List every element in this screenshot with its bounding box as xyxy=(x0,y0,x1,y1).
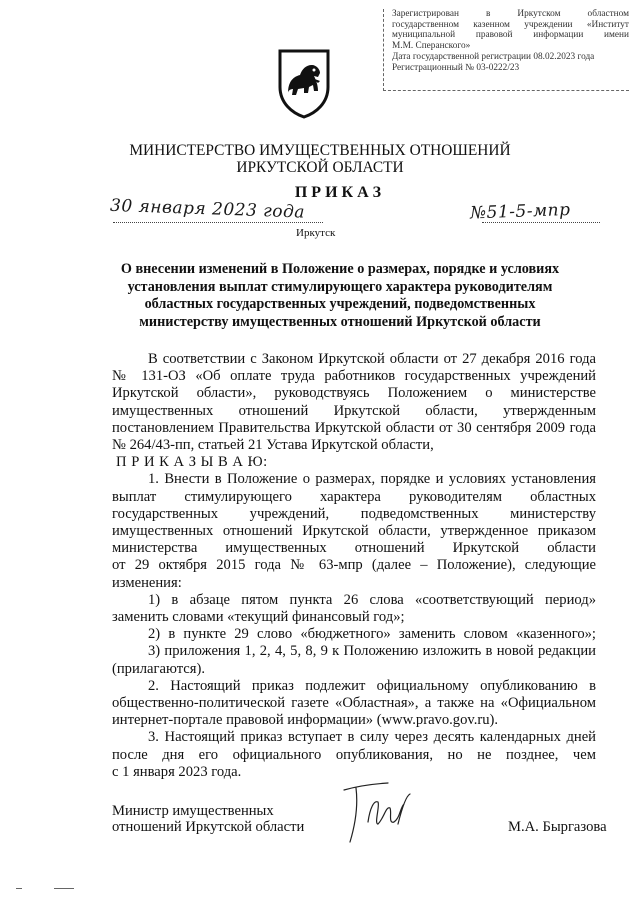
stamp-line: Зарегистрирован в Иркутском областном xyxy=(392,9,629,19)
title-line: областных государственных учреждений, подведомственных xyxy=(144,296,536,313)
ministry-name-line1: МИНИСТЕРСТВО ИМУЩЕСТВЕННЫХ ОТНОШЕНИЙ xyxy=(129,142,511,159)
position-line: Министр имущественных xyxy=(112,803,274,819)
body-line: № 131-ОЗ «Об оплате труда работников государственных учреждений xyxy=(112,368,596,385)
handwritten-signature xyxy=(338,778,418,848)
date-underline xyxy=(113,222,323,224)
stamp-line: Регистрационный № 03-0222/23 xyxy=(392,62,520,73)
ministry-name-line2: ИРКУТСКОЙ ОБЛАСТИ xyxy=(236,159,404,176)
body-line: общественно-политической газете «Областная», а также на «Официальном xyxy=(112,695,596,712)
body-line: 1) в абзаце пятом пункта 26 слова «соответствующий период» xyxy=(148,591,596,608)
document-title xyxy=(100,261,580,331)
body-line: № 264/43-пп, статьей 21 Устава Иркутской области, xyxy=(112,437,434,454)
body-line: с 1 января 2023 года. xyxy=(112,763,242,780)
body-line: Иркутской области», руководствуясь Положением о министерстве xyxy=(112,385,596,402)
title-line: О внесении изменений в Положение о размерах, порядке и условиях xyxy=(120,261,560,277)
title-line: министерству имущественных отношений Иркутской области xyxy=(139,313,541,330)
body-line: В соответствии с Законом Иркутской области от 27 декабря 2016 года xyxy=(148,351,596,367)
body-line: 2) в пункте 29 слово «бюджетного» заменить словом «казенного»; xyxy=(148,626,596,643)
title-line: установления выплат стимулирующего характера руководителям xyxy=(127,278,553,295)
stamp-line: муниципальной правовой информации имени xyxy=(392,30,629,41)
number-underline xyxy=(482,222,600,224)
body-line: 2. Настоящий приказ подлежит официальному опубликованию в xyxy=(148,677,596,694)
document-body xyxy=(112,351,596,781)
stamp-line: М.М. Сперанского» xyxy=(392,41,471,52)
body-line: министерства имущественных отношений Иркутской области xyxy=(112,540,596,557)
position-line: отношений Иркутской области xyxy=(112,819,305,835)
document-type: П Р И К А З xyxy=(294,184,382,201)
body-line: постановлением Правительства Иркутской области от 30 сентября 2009 года xyxy=(112,419,596,436)
body-line: (прилагаются). xyxy=(112,660,205,677)
signatory-name: М.А. Быргазова xyxy=(508,819,607,835)
coat-of-arms-emblem xyxy=(276,47,332,119)
handwritten-date: 30 января 2023 года xyxy=(109,195,306,223)
registration-stamp xyxy=(383,9,629,91)
body-line: 3) приложения 1, 2, 4, 5, 8, 9 к Положению изложить в новой редакции xyxy=(148,643,596,660)
stamp-line: государственном казенном учреждении «Институт xyxy=(392,19,629,30)
body-line: 1. Внести в Положение о размерах, порядке и условиях установления xyxy=(148,471,596,488)
body-line: имущественных отношений Иркутской области, утвержденным xyxy=(112,402,596,419)
body-line: интернет-портале правовой информации» (www.pravo.gov.ru). xyxy=(112,712,499,729)
city-label: Иркутск xyxy=(296,227,336,239)
body-line: от 29 октября 2015 года № 63-мпр (далее – Положение), следующие xyxy=(112,557,596,574)
body-line: изменения: xyxy=(112,574,182,591)
signatory-position xyxy=(112,803,304,835)
body-line: 3. Настоящий приказ вступает в силу через десять календарных дней xyxy=(148,729,596,746)
decree-word: П Р И К А З Ы В А Ю: xyxy=(116,454,268,471)
stamp-line: Дата государственной регистрации 08.02.2023 года xyxy=(392,51,595,62)
body-line: после дня его официального опубликования, но не позднее, чем xyxy=(112,746,596,763)
body-line: государственных учреждений, подведомственных министерству xyxy=(112,505,596,522)
handwritten-number: №51-5-мпр xyxy=(469,199,571,224)
scan-mark xyxy=(54,888,74,889)
body-line: имущественных отношений Иркутской области, утвержденное приказом xyxy=(112,523,596,540)
scan-mark xyxy=(16,888,22,889)
body-line: выплат стимулирующего характера руководителям областных xyxy=(112,488,596,505)
body-line: заменить словами «текущий финансовый год»; xyxy=(112,609,405,626)
